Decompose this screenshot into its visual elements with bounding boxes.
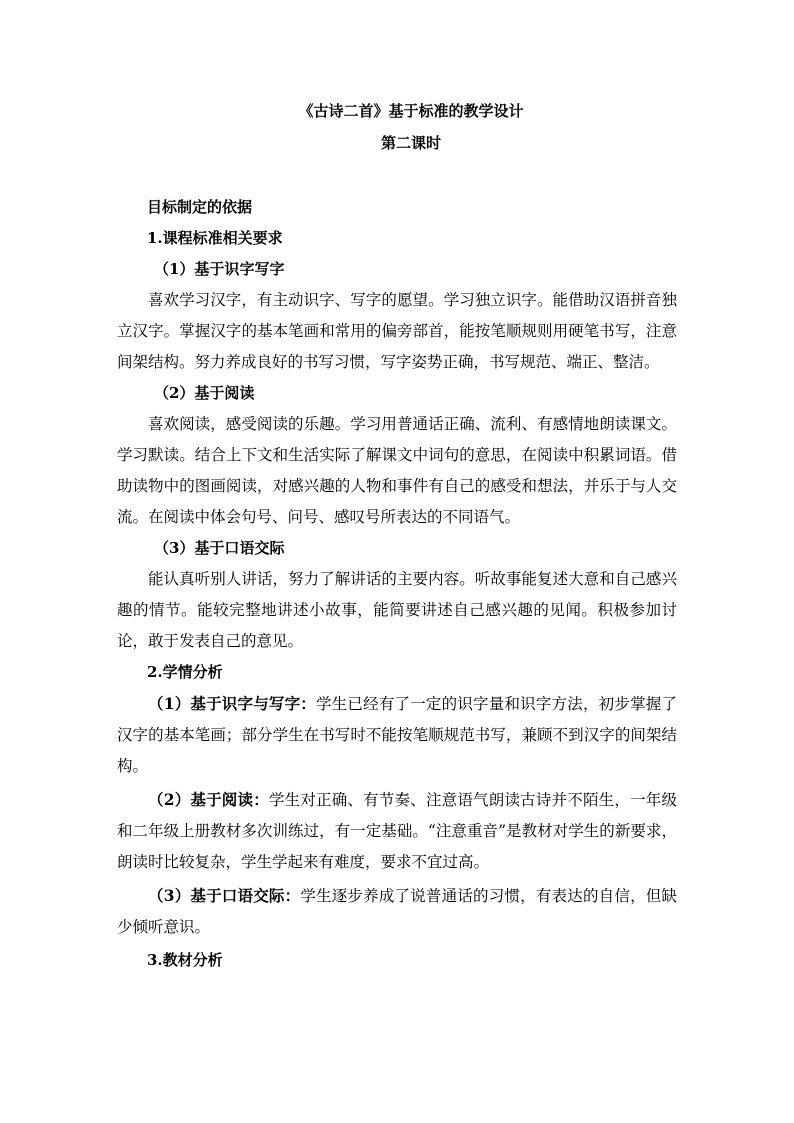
basis-heading: 目标制定的依据 xyxy=(147,198,253,216)
section-2-para-1-text: 学生已经有了一定的识字量和识字方法，初步掌握了汉字的基本笔画；部分学生在书写时不能按笔顺规范书写，兼顾不到汉字的间架结构。 xyxy=(117,695,677,775)
section-1-sub1-heading: （1）基于识字写字 xyxy=(154,260,285,278)
section-3-heading: 3.教材分析 xyxy=(147,951,223,969)
section-2-para-3-lead: （3）基于口语交际： xyxy=(148,886,301,905)
document-body xyxy=(117,192,677,976)
section-2-para-3-text: 学生逐步养成了说普通话的习惯，有表达的自信，但缺少倾听意识。 xyxy=(117,887,677,936)
section-2-para-2-text: 学生对正确、有节奏、注意语气朗读古诗并不陌生，一年级和二年级上册教材多次训练过，有一定基础。“注意重音”是教材对学生的新要求，朗读时比较复杂，学生学起来有难度，要求不宜过高。 xyxy=(117,791,677,871)
section-2-para-3 xyxy=(117,880,677,943)
section-1-sub3-heading: （3）基于口语交际 xyxy=(154,539,285,557)
section-2-para-1-lead: （1）基于识字与写字： xyxy=(148,694,317,713)
section-1-heading: 1.课程标准相关要求 xyxy=(147,229,283,247)
section-2-heading: 2.学情分析 xyxy=(147,663,223,681)
section-2-para-1 xyxy=(117,688,677,782)
section-1-sub3-text: 能认真听别人讲话，努力了解讲话的主要内容。听故事能复述大意和自己感兴趣的情节。能较完整地讲述小故事，能简要讲述自己感兴趣的见闻。积极参加讨论，敢于发表自己的意见。 xyxy=(117,570,677,650)
document-subtitle: 第二课时 xyxy=(380,134,441,152)
section-2-para-2 xyxy=(117,784,677,878)
document-title: 《古诗二首》基于标准的教学设计 xyxy=(298,102,524,120)
section-1-sub1-text: 喜欢学习汉字，有主动识字、写字的愿望。学习独立识字。能借助汉语拼音独立汉字。掌握汉字的基本笔画和常用的偏旁部首，能按笔顺规则用硬笔书写，注意间架结构。努力养成良好的书写习惯，写字姿势正确，书写规范、端正、整洁。 xyxy=(117,291,677,371)
section-2-para-2-lead: （2）基于阅读： xyxy=(148,790,269,809)
section-1-sub2-heading: （2）基于阅读 xyxy=(154,384,255,402)
section-1-sub2-text: 喜欢阅读，感受阅读的乐趣。学习用普通话正确、流利、有感情地朗读课文。学习默读。结合上下文和生活实际了解课文中词句的意思，在阅读中积累词语。借助读物中的图画阅读，对感兴趣的人物和事件有自己的感受和想法，并乐于与人交流。在阅读中体会句号、问号、感叹号所表达的不同语气。 xyxy=(117,415,677,526)
